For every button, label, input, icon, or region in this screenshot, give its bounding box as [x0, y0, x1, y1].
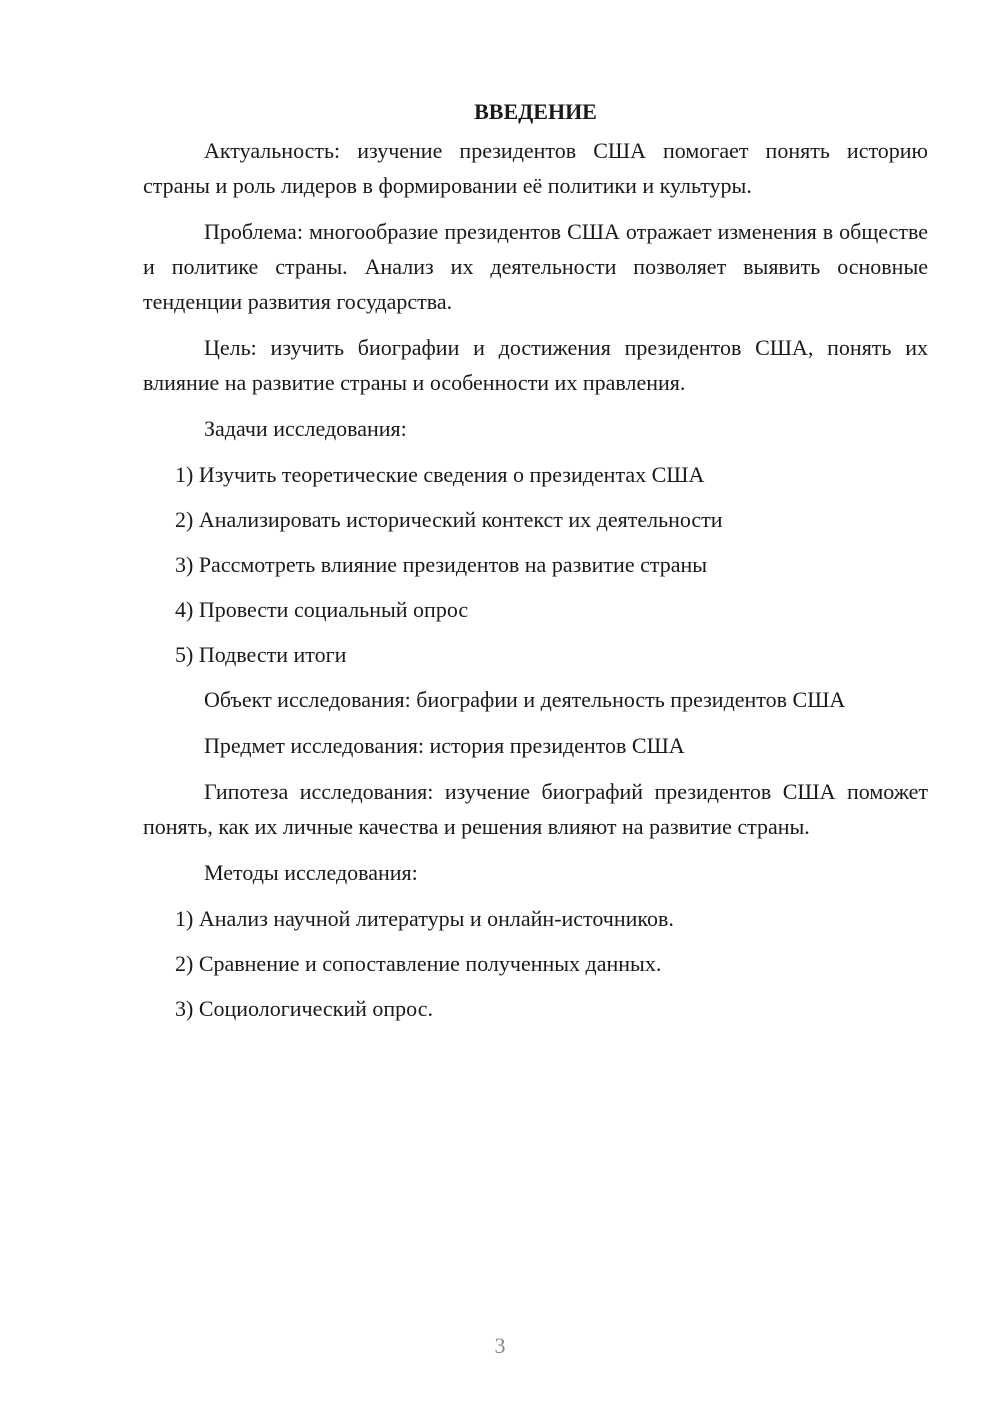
- list-item: 2) Анализировать исторический контекст их деятельности: [175, 507, 723, 532]
- methods-heading: Методы исследования:: [204, 860, 418, 885]
- list-item: 3) Социологический опрос.: [175, 996, 433, 1021]
- list-item: 4) Провести социальный опрос: [175, 597, 469, 622]
- hypothesis-paragraph: Гипотеза исследования: изучение биографий президентов США поможет понять, как их личные качества и решения влияют на развитие страны.: [143, 779, 928, 839]
- object-paragraph: Объект исследования: биографии и деятельность президентов США: [204, 687, 846, 712]
- goal-paragraph: Цель: изучить биографии и достижения президентов США, понять их влияние на развитие страны и особенности их правления.: [143, 335, 928, 395]
- subject-paragraph: Предмет исследования: история президентов США: [204, 733, 685, 758]
- tasks-heading: Задачи исследования:: [204, 416, 407, 441]
- list-item: 2) Сравнение и сопоставление полученных данных.: [175, 951, 662, 976]
- list-item: 5) Подвести итоги: [175, 642, 347, 667]
- page-content: [143, 96, 928, 1036]
- relevance-paragraph: Актуальность: изучение президентов США помогает понять историю страны и роль лидеров в формировании её политики и культуры.: [143, 138, 928, 198]
- list-item: 1) Изучить теоретические сведения о президентах США: [175, 462, 705, 487]
- list-item: 1) Анализ научной литературы и онлайн-источников.: [175, 906, 674, 931]
- page-title: ВВЕДЕНИЕ: [474, 99, 597, 124]
- methods-list: [143, 901, 928, 1026]
- list-item: 3) Рассмотреть влияние президентов на развитие страны: [175, 552, 708, 577]
- page-number: 3: [494, 1333, 506, 1358]
- tasks-list: [143, 457, 928, 672]
- problem-paragraph: Проблема: многообразие президентов США отражает изменения в обществе и политике страны. Анализ их деятельности позволяет выявить основные тенденции развития государства.: [143, 219, 928, 314]
